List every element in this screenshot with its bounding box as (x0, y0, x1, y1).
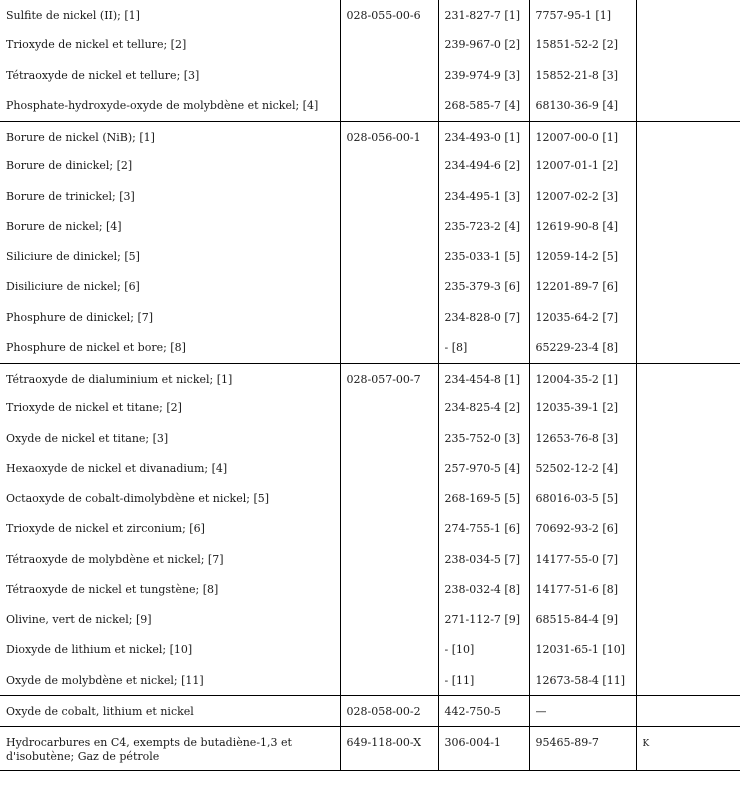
ec-number: 235-379-3 [6] (438, 272, 529, 302)
ec-number: - [11] (438, 666, 529, 696)
index-number-empty (340, 484, 438, 514)
table-row (0, 91, 740, 121)
substance-group (0, 121, 740, 363)
notes-cell (636, 212, 740, 242)
index-number-empty (340, 333, 438, 363)
index-number-empty (340, 605, 438, 635)
cas-number: 15852-21-8 [3] (529, 61, 636, 91)
substance-name: Borure de trinickel; [3] (0, 182, 340, 212)
table-row (0, 575, 740, 605)
index-number-empty (340, 514, 438, 544)
notes-cell (636, 605, 740, 635)
index-number-empty (340, 242, 438, 272)
substance-name: Trioxyde de nickel et zirconium; [6] (0, 514, 340, 544)
substance-name: Dioxyde de lithium et nickel; [10] (0, 635, 340, 665)
notes-cell (636, 635, 740, 665)
notes-cell (636, 272, 740, 302)
notes-cell (636, 363, 740, 393)
ec-number: 234-495-1 [3] (438, 182, 529, 212)
ec-number: 234-493-0 [1] (438, 121, 529, 151)
table-row (0, 666, 740, 696)
ec-number: 257-970-5 [4] (438, 454, 529, 484)
table-row (0, 303, 740, 333)
substance-name: Tétraoxyde de molybdène et nickel; [7] (0, 545, 340, 575)
substance-group (0, 696, 740, 726)
substance-name: Phosphate-hydroxyde-oxyde de molybdène et nickel; [4] (0, 91, 340, 121)
index-number: 028-055-00-6 (340, 0, 438, 30)
cas-number: 12035-39-1 [2] (529, 393, 636, 423)
notes-cell (636, 0, 740, 30)
ec-number: 235-033-1 [5] (438, 242, 529, 272)
notes-cell (636, 61, 740, 91)
substance-name: Oxyde de molybdène et nickel; [11] (0, 666, 340, 696)
index-number-empty (340, 30, 438, 60)
substance-group (0, 0, 740, 121)
index-number-empty (340, 635, 438, 665)
cas-number: 12007-02-2 [3] (529, 182, 636, 212)
table-row (0, 696, 740, 726)
table-row (0, 61, 740, 91)
table-row (0, 454, 740, 484)
table-row (0, 212, 740, 242)
substance-name: Borure de dinickel; [2] (0, 151, 340, 181)
notes-cell (636, 666, 740, 696)
table-row (0, 424, 740, 454)
ec-number: - [10] (438, 635, 529, 665)
cas-number: 12035-64-2 [7] (529, 303, 636, 333)
ec-number: 234-454-8 [1] (438, 363, 529, 393)
substance-name: Tétraoxyde de dialuminium et nickel; [1] (0, 363, 340, 393)
substance-name: Borure de nickel; [4] (0, 212, 340, 242)
table-row (0, 242, 740, 272)
index-number-empty (340, 666, 438, 696)
table-row (0, 363, 740, 393)
substance-name: Oxyde de nickel et titane; [3] (0, 424, 340, 454)
index-number-empty (340, 454, 438, 484)
index-number: 649-118-00-X (340, 726, 438, 770)
table-row (0, 272, 740, 302)
cas-number: — (529, 696, 636, 726)
index-number-empty (340, 91, 438, 121)
cas-number: 12653-76-8 [3] (529, 424, 636, 454)
notes-cell (636, 121, 740, 151)
table-row (0, 151, 740, 181)
cas-number: 12007-00-0 [1] (529, 121, 636, 151)
table-row (0, 182, 740, 212)
substance-name: Tétraoxyde de nickel et tellure; [3] (0, 61, 340, 91)
index-number-empty (340, 424, 438, 454)
table-row (0, 121, 740, 151)
index-number: 028-057-00-7 (340, 363, 438, 393)
table-row (0, 726, 740, 770)
ec-number: 271-112-7 [9] (438, 605, 529, 635)
ec-number: 234-828-0 [7] (438, 303, 529, 333)
ec-number: 238-032-4 [8] (438, 575, 529, 605)
cas-number: 15851-52-2 [2] (529, 30, 636, 60)
substance-name: Tétraoxyde de nickel et tungstène; [8] (0, 575, 340, 605)
table-row (0, 545, 740, 575)
cas-number: 68130-36-9 [4] (529, 91, 636, 121)
notes-cell (636, 696, 740, 726)
substance-name: Phosphure de nickel et bore; [8] (0, 333, 340, 363)
index-number-empty (340, 182, 438, 212)
ec-number: 274-755-1 [6] (438, 514, 529, 544)
notes-cell (636, 726, 740, 770)
notes-cell (636, 303, 740, 333)
substance-name: Disiliciure de nickel; [6] (0, 272, 340, 302)
table-row (0, 605, 740, 635)
ec-number: 235-723-2 [4] (438, 212, 529, 242)
ec-number: 234-825-4 [2] (438, 393, 529, 423)
table-row (0, 635, 740, 665)
notes-cell (636, 393, 740, 423)
notes-cell (636, 30, 740, 60)
table-row (0, 393, 740, 423)
ec-number: 235-752-0 [3] (438, 424, 529, 454)
cas-number: 7757-95-1 [1] (529, 0, 636, 30)
index-number-empty (340, 272, 438, 302)
index-number: 028-056-00-1 (340, 121, 438, 151)
ec-number: 268-169-5 [5] (438, 484, 529, 514)
notes-cell (636, 545, 740, 575)
substance-name: Octaoxyde de cobalt-dimolybdène et nickel; [5] (0, 484, 340, 514)
index-number-empty (340, 212, 438, 242)
notes-cell (636, 484, 740, 514)
ec-number: - [8] (438, 333, 529, 363)
table-row (0, 0, 740, 30)
cas-number: 12673-58-4 [11] (529, 666, 636, 696)
substance-name: Hydrocarbures en C4, exempts de butadiène-1,3 et d'isobutène; Gaz de pétrole (0, 726, 340, 770)
table-row (0, 484, 740, 514)
cas-number: 68016-03-5 [5] (529, 484, 636, 514)
ec-number: 306-004-1 (438, 726, 529, 770)
cas-number: 52502-12-2 [4] (529, 454, 636, 484)
notes-cell (636, 151, 740, 181)
index-number: 028-058-00-2 (340, 696, 438, 726)
notes-cell (636, 514, 740, 544)
cas-number: 12201-89-7 [6] (529, 272, 636, 302)
cas-number: 14177-55-0 [7] (529, 545, 636, 575)
substance-name: Siliciure de dinickel; [5] (0, 242, 340, 272)
substance-name: Trioxyde de nickel et titane; [2] (0, 393, 340, 423)
notes-cell (636, 454, 740, 484)
cas-number: 12619-90-8 [4] (529, 212, 636, 242)
substance-name: Phosphure de dinickel; [7] (0, 303, 340, 333)
table-row (0, 333, 740, 363)
cas-number: 68515-84-4 [9] (529, 605, 636, 635)
ec-number: 238-034-5 [7] (438, 545, 529, 575)
index-number-empty (340, 61, 438, 91)
substance-name: Borure de nickel (NiB); [1] (0, 121, 340, 151)
substance-group (0, 363, 740, 696)
cas-number: 95465-89-7 (529, 726, 636, 770)
notes-cell (636, 575, 740, 605)
substance-name: Olivine, vert de nickel; [9] (0, 605, 340, 635)
notes-cell (636, 424, 740, 454)
substance-name: Sulfite de nickel (II); [1] (0, 0, 340, 30)
index-number-empty (340, 151, 438, 181)
cas-number: 12059-14-2 [5] (529, 242, 636, 272)
notes-cell (636, 242, 740, 272)
notes-cell (636, 182, 740, 212)
ec-number: 442-750-5 (438, 696, 529, 726)
ec-number: 234-494-6 [2] (438, 151, 529, 181)
cas-number: 12031-65-1 [10] (529, 635, 636, 665)
ec-number: 239-974-9 [3] (438, 61, 529, 91)
substance-group (0, 726, 740, 770)
cas-number: 70692-93-2 [6] (529, 514, 636, 544)
table-row (0, 514, 740, 544)
notes-cell (636, 91, 740, 121)
cas-number: 65229-23-4 [8] (529, 333, 636, 363)
note-flag: K (642, 738, 650, 749)
substance-name: Oxyde de cobalt, lithium et nickel (0, 696, 340, 726)
cas-number: 12007-01-1 [2] (529, 151, 636, 181)
index-number-empty (340, 575, 438, 605)
ec-number: 231-827-7 [1] (438, 0, 529, 30)
table-row (0, 30, 740, 60)
cas-number: 12004-35-2 [1] (529, 363, 636, 393)
substance-name: Trioxyde de nickel et tellure; [2] (0, 30, 340, 60)
ec-number: 268-585-7 [4] (438, 91, 529, 121)
substance-name: Hexaoxyde de nickel et divanadium; [4] (0, 454, 340, 484)
notes-cell (636, 333, 740, 363)
ec-number: 239-967-0 [2] (438, 30, 529, 60)
index-number-empty (340, 393, 438, 423)
index-number-empty (340, 545, 438, 575)
index-number-empty (340, 303, 438, 333)
cas-number: 14177-51-6 [8] (529, 575, 636, 605)
